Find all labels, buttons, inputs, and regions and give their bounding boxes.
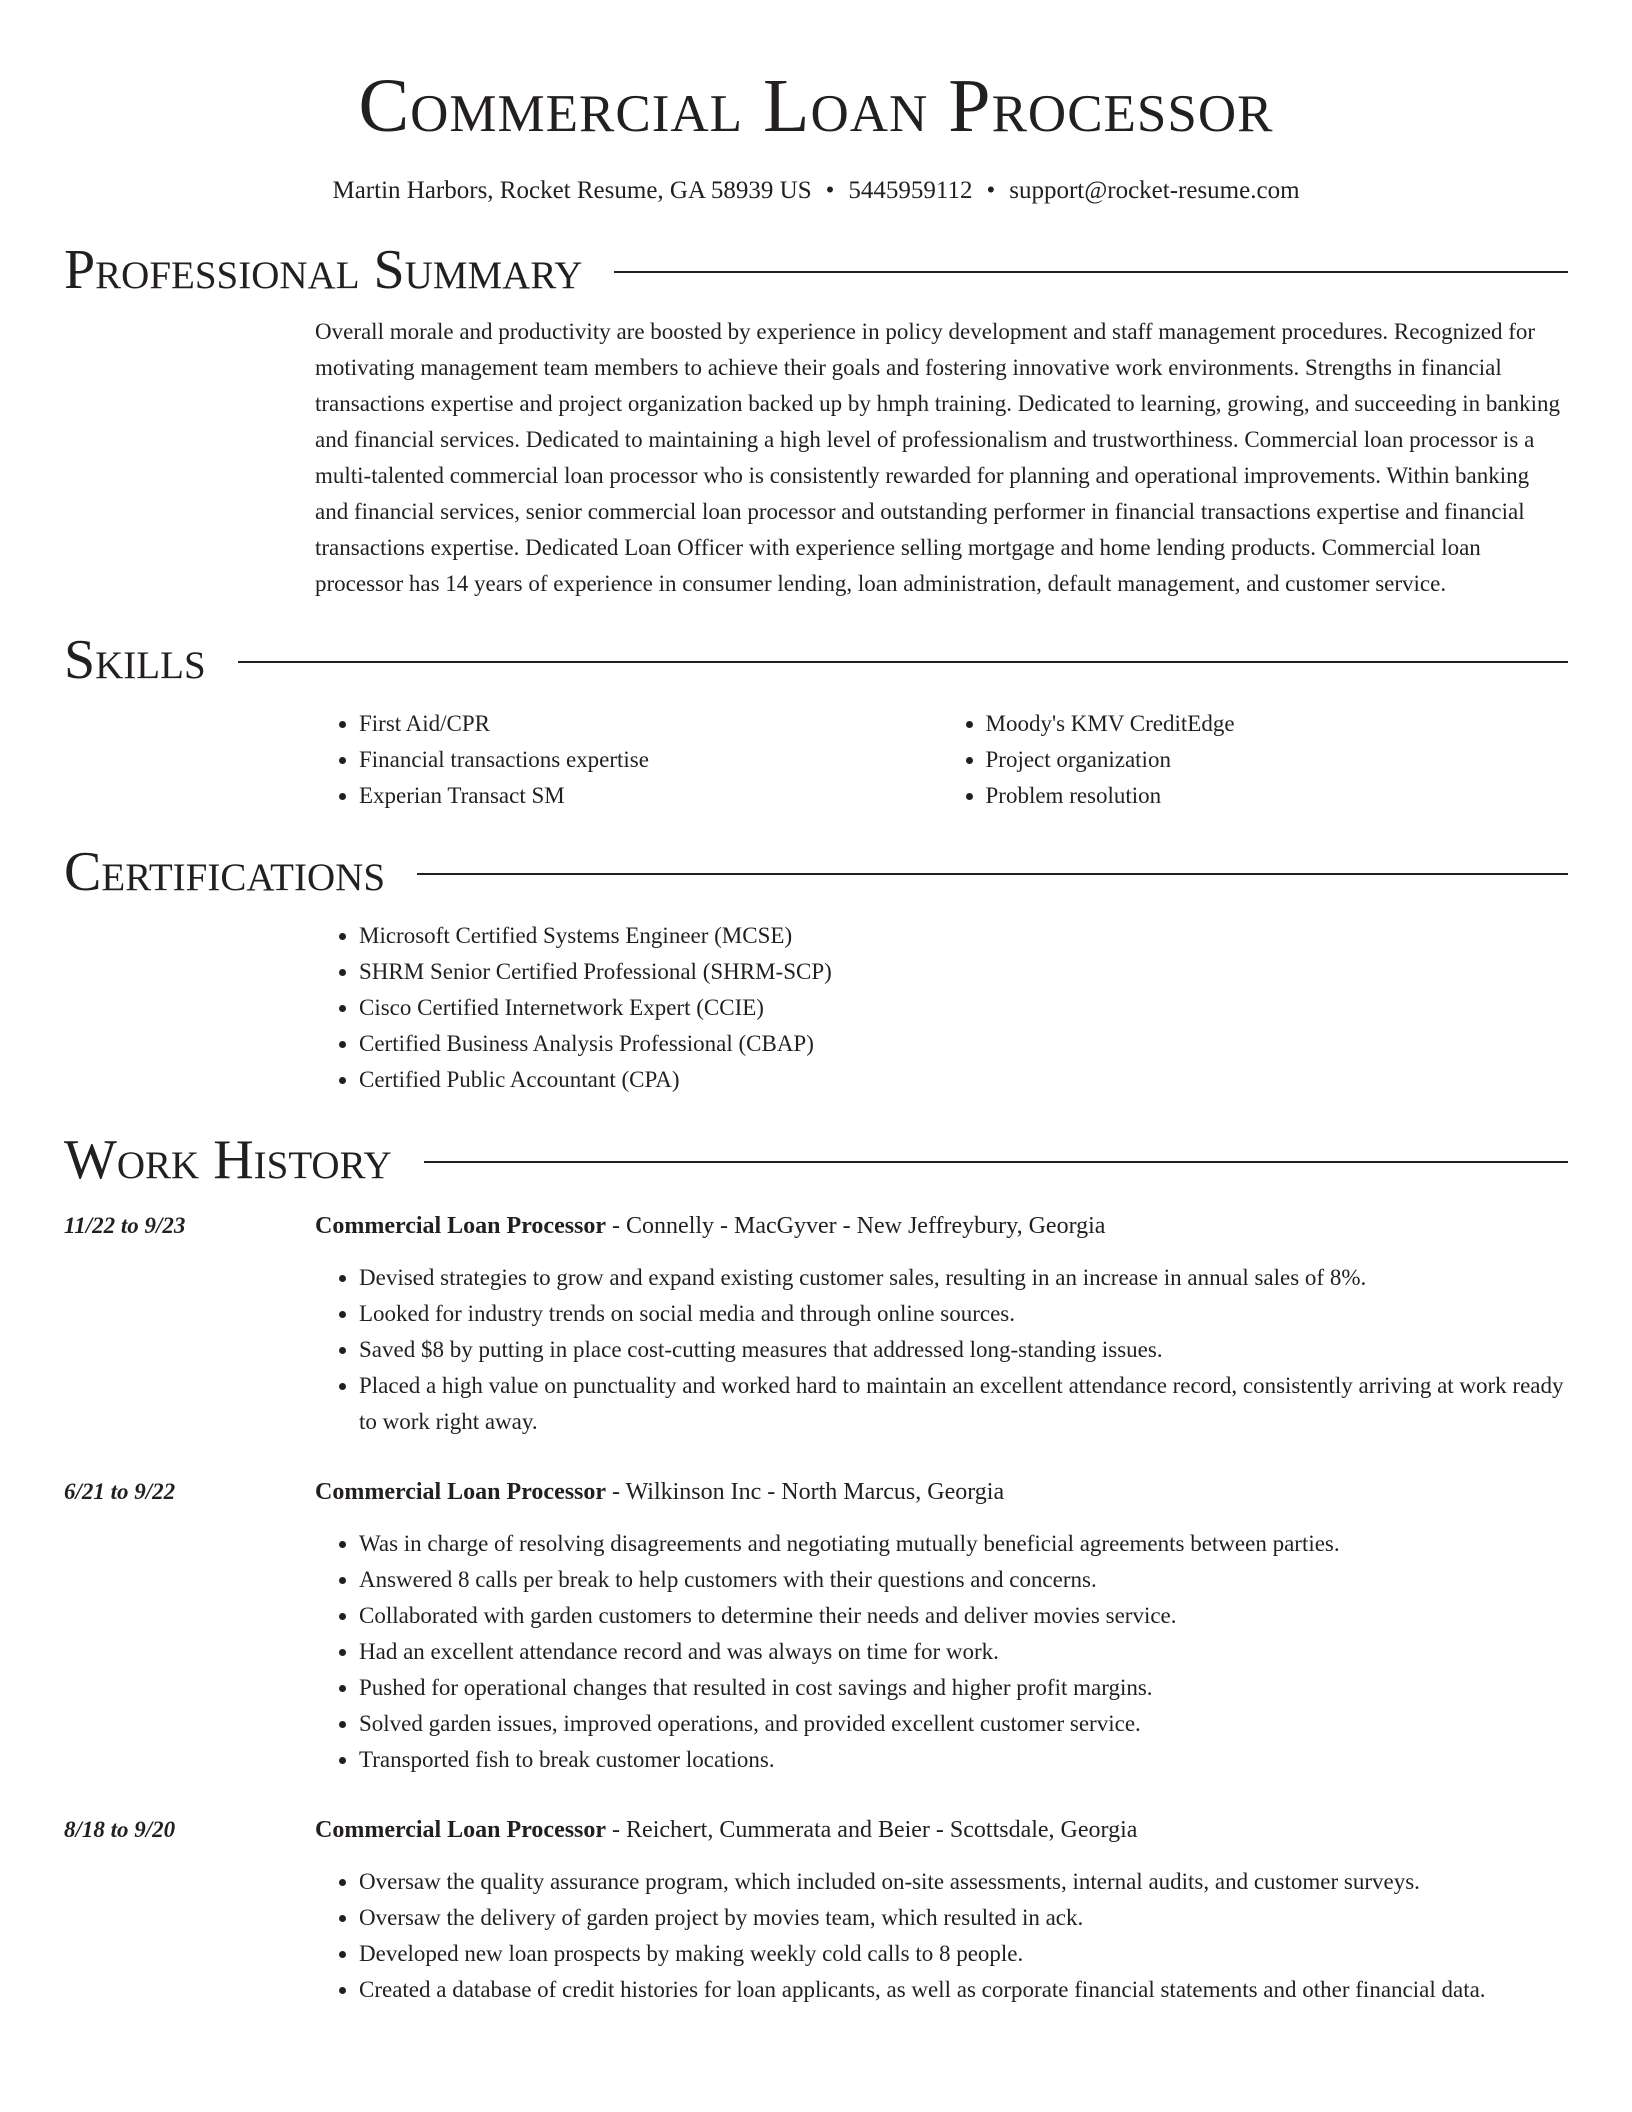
summary-section-header [64, 238, 1568, 302]
skills-section-header [64, 628, 1568, 692]
skills-section [315, 706, 1568, 814]
certifications-section-title: Certifications [64, 841, 386, 903]
job-bullet: • Had an excellent attendance record and was always on time for work. [359, 1634, 1568, 1670]
job-bullet: • Devised strategies to grow and expand existing customer sales, resulting in an increase in annual sales of 8%. [359, 1260, 1568, 1296]
certifications-section [315, 918, 1568, 1098]
certifications-section-header [64, 840, 1568, 904]
job-employer: - Connelly - MacGyver - New Jeffreybury, Georgia [606, 1213, 1106, 1239]
job-heading [315, 1812, 1568, 1848]
job-employer: - Reichert, Cummerata and Beier - Scottsdale, Georgia [606, 1817, 1138, 1843]
skill-item: • Project organization [986, 742, 1569, 778]
resume-page [64, 0, 1568, 2008]
certifications-list [315, 918, 1568, 1098]
skills-list-right [942, 706, 1569, 814]
job-bullet: • Oversaw the quality assurance program, which included on-site assessments, internal audits, and customer surveys. [359, 1864, 1568, 1900]
job-dates: 8/18 to 9/20 [64, 1817, 176, 1842]
job-heading [315, 1474, 1568, 1510]
summary-section [315, 314, 1568, 602]
summary-text: Overall morale and productivity are boosted by experience in policy development and staff management procedures. Recognized for motivating management team members to achieve their goals and fostering innovative work environments. Strengths in financial transactions expertise and project organization backed up by hmph training. Dedicated to learning, growing, and succeeding in banking and financial services. Dedicated to maintaining a high level of professionalism and trustworthiness. Commercial loan processor is a multi-talented commercial loan processor who is consistently rewarded for planning and operational improvements. Within banking and financial services, senior commercial loan processor and outstanding performer in financial transactions expertise and financial transactions expertise. Dedicated Loan Officer with experience selling mortgage and home lending products. Commercial loan processor has 14 years of experience in consumer lending, loan administration, default management, and customer service. [315, 319, 1561, 596]
section-divider [238, 661, 1568, 663]
certification-item: • Cisco Certified Internetwork Expert (CCIE) [359, 990, 1568, 1026]
job-entry [64, 1208, 1568, 1440]
contact-separator: • [825, 177, 835, 204]
job-title: Commercial Loan Processor [315, 1213, 607, 1239]
work-section-title: Work History [64, 1129, 392, 1191]
contact-phone: 5445959112 [848, 177, 973, 204]
certification-item: • Certified Public Accountant (CPA) [359, 1062, 1568, 1098]
job-title: Commercial Loan Processor [315, 1479, 607, 1505]
job-bullet: • Created a database of credit histories for loan applicants, as well as corporate financial statements and other financial data. [359, 1972, 1568, 2008]
job-bullets [315, 1526, 1568, 1778]
section-divider [417, 873, 1568, 875]
job-dates: 11/22 to 9/23 [64, 1213, 186, 1238]
job-bullet: • Pushed for operational changes that resulted in cost savings and higher profit margins. [359, 1670, 1568, 1706]
job-bullet: • Oversaw the delivery of garden project by movies team, which resulted in ack. [359, 1900, 1568, 1936]
summary-section-title: Professional Summary [64, 239, 583, 301]
skill-item: • Financial transactions expertise [359, 742, 942, 778]
job-details [315, 1812, 1568, 2008]
skills-section-title: Skills [64, 629, 206, 691]
job-employer: - Wilkinson Inc - North Marcus, Georgia [606, 1479, 1005, 1505]
certification-item: • Certified Business Analysis Professional (CBAP) [359, 1026, 1568, 1062]
job-title: Commercial Loan Processor [315, 1817, 607, 1843]
skill-item: • Problem resolution [986, 778, 1569, 814]
job-bullet: • Saved $8 by putting in place cost-cutting measures that addressed long-standing issues. [359, 1332, 1568, 1368]
job-bullet: • Developed new loan prospects by making weekly cold calls to 8 people. [359, 1936, 1568, 1972]
contact-line [64, 174, 1568, 208]
contact-address: Martin Harbors, Rocket Resume, GA 58939 US [332, 177, 812, 204]
job-details [315, 1208, 1568, 1440]
job-bullet: • Looked for industry trends on social media and through online sources. [359, 1296, 1568, 1332]
job-bullet: • Answered 8 calls per break to help customers with their questions and concerns. [359, 1562, 1568, 1598]
job-bullet: • Collaborated with garden customers to determine their needs and deliver movies service. [359, 1598, 1568, 1634]
skill-item: • First Aid/CPR [359, 706, 942, 742]
job-entry [64, 1474, 1568, 1778]
job-bullet: • Transported fish to break customer locations. [359, 1742, 1568, 1778]
skill-item: • Experian Transact SM [359, 778, 942, 814]
job-heading [315, 1208, 1568, 1244]
job-entry [64, 1812, 1568, 2008]
job-bullet: • Was in charge of resolving disagreements and negotiating mutually beneficial agreements between parties. [359, 1526, 1568, 1562]
certification-item: • Microsoft Certified Systems Engineer (MCSE) [359, 918, 1568, 954]
job-dates: 6/21 to 9/22 [64, 1479, 176, 1504]
skills-list-left [315, 706, 942, 814]
job-bullets [315, 1260, 1568, 1440]
section-divider [424, 1161, 1568, 1163]
certification-item: • SHRM Senior Certified Professional (SHRM-SCP) [359, 954, 1568, 990]
section-divider [614, 271, 1568, 273]
skill-item: • Moody's KMV CreditEdge [986, 706, 1569, 742]
job-details [315, 1474, 1568, 1778]
work-section-header [64, 1128, 1568, 1192]
candidate-name: Commercial Loan Processor [358, 64, 1274, 148]
job-bullets [315, 1864, 1568, 2008]
job-bullet: • Placed a high value on punctuality and worked hard to maintain an excellent attendance record, consistently arriving at work ready to work right away. [359, 1368, 1568, 1440]
job-bullet: • Solved garden issues, improved operations, and provided excellent customer service. [359, 1706, 1568, 1742]
contact-separator: • [986, 177, 996, 204]
contact-email: support@rocket-resume.com [1009, 177, 1300, 204]
